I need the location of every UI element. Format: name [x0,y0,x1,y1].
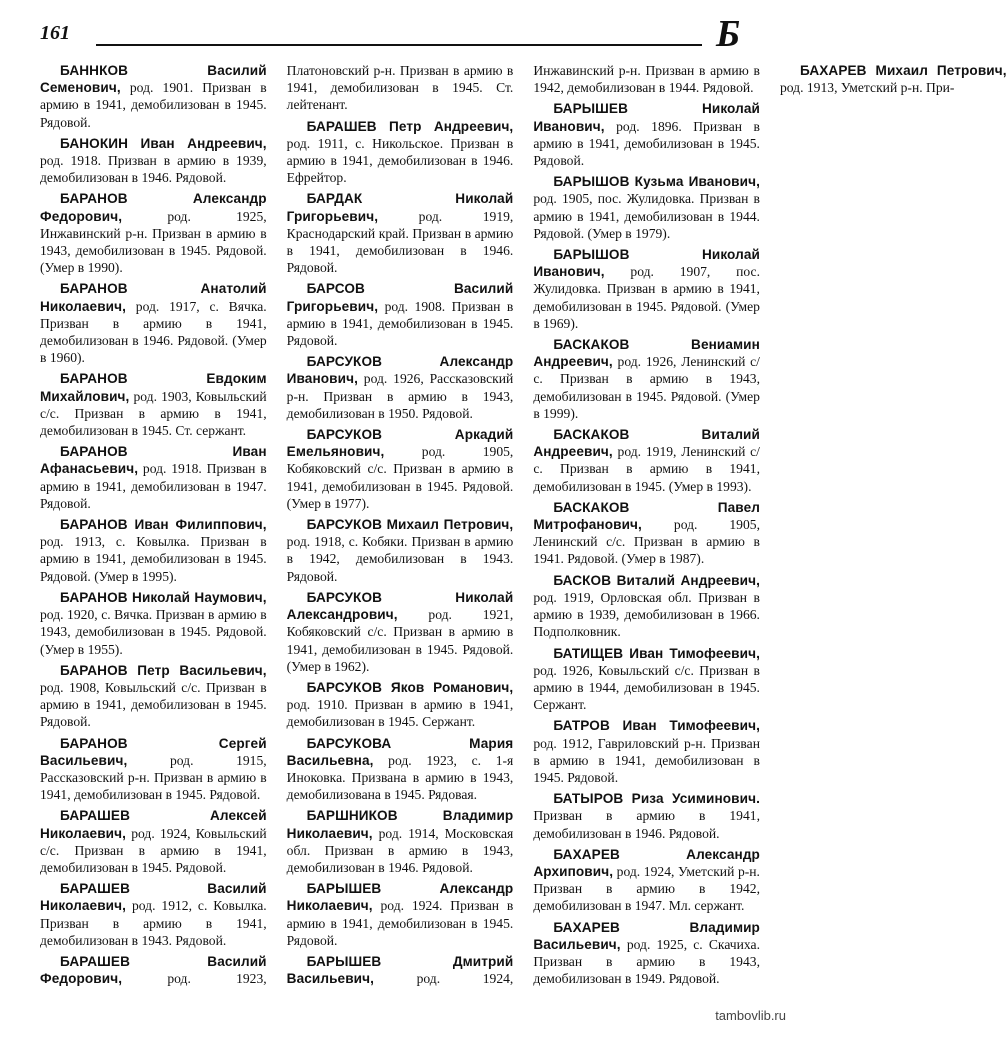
list-item [533,919,760,988]
list-item [287,679,514,731]
entry-name: БАРЫШЕВ Николай Иванович, [533,101,760,134]
entry-text: род. 1924. Призван в армию в 1941, демобилизован в 1945. Рядовой. [286,898,514,948]
entry-name: БАРСУКОВ Александр Иванович, [286,354,514,387]
list-item [40,190,267,276]
list-item [533,572,760,641]
entry-text: род. 1918. Призван в армию в 1941, демобилизован в 1947. Рядовой. [40,461,267,511]
entry-name: БАРАНОВ Иван Филиппович, [60,517,267,533]
entry-text: род. 1921, Кобяковский с/с. Призван в армию в 1941, демобилизован в 1945. Рядовой. (Умер в 1962). [286,607,514,674]
list-item [533,246,760,332]
section-letter: Б [716,13,741,55]
entry-text: род. 1912, с. Ковылка. Призван в армию в 1941, демобилизован в 1943. Рядовой. [40,898,267,948]
entry-text: род. 1907, пос. Жулидовка. Призван в армию в 1941, демобилизован в 1945. Рядовой. (Умер в 1969). [533,264,760,331]
list-item [40,735,267,804]
entry-text: род. 1926, Ленинский с/с. Призван в армию в 1943, демобилизован в 1945. Рядовой. (Умер в 1999). [533,354,760,421]
entry-name: БАННКОВ Василий Семенович, [40,63,267,96]
list-item [40,662,267,731]
list-item [287,880,514,949]
entry-text: род. 1919, Краснодарский край. Призван в армию в 1941, демобилизован в 1946. Рядовой. [286,208,514,276]
list-item [780,62,1007,96]
entry-text: род. 1918, с. Кобяки. Призван в армию в 1942, демобилизован в 1943. Рядовой. [286,534,514,584]
entry-name: БАРАШЕВ Алексей Николаевич, [40,808,267,841]
entries-columns [40,62,1007,992]
list-item [533,846,760,915]
page-header [0,0,800,62]
entry-name: БАРСУКОВА Мария Васильевна, [286,735,514,768]
entry-text: род. 1913, с. Ковылка. Призван в армию в 1941, демобилизован в 1945. Рядовой. (Умер в 1995). [40,534,267,584]
entry-name: БАРСУКОВ Яков Романович, [306,679,514,695]
header-rule [96,44,702,46]
entry-name: БАСКОВ Виталий Андреевич, [553,572,760,588]
entry-name: БАРЫШЕВ Александр Николаевич, [286,881,514,914]
entry-text: род. 1905, пос. Жулидовка. Призван в армию в 1941, демобилизован в 1944. Рядовой. (Умер в 1979). [533,191,760,241]
entry-name: БАРАНОВ Петр Васильевич, [60,662,267,678]
entry-text: род. 1905, Ленинский с/с. Призван в армию в 1941. Рядовой. (Умер в 1987). [533,517,760,567]
entry-text: род. 1910. Призван в армию в 1941, демобилизован в 1945. Сержант. [286,697,514,730]
list-item [287,426,514,512]
list-item [40,62,267,131]
entry-name: БАРАШЕВ Петр Андреевич, [306,118,514,134]
entry-text: Призван в армию в 1941, демобилизован в 1946. Рядовой. [533,808,760,841]
entry-name: БАРЫШОВ Николай Иванович, [533,247,760,280]
list-item [40,516,267,585]
entry-text: род. 1924, Инжавинский р-н. Призван в армию в 1942, демобилизован в 1944. Рядовой. [374,63,760,987]
list-item [40,135,267,187]
list-item [40,370,267,439]
entry-text: род. 1925, с. Скачиха. Призван в армию в 1943, демобилизован в 1949. Рядовой. [533,936,760,987]
entry-name: БАРАНОВ Николай Наумович, [60,589,267,605]
list-item [287,353,514,422]
entry-text: род. 1914, Московская обл. Призван в армию в 1943, демобилизован в 1946. Рядовой. [286,825,514,875]
entry-text: род. 1912, Гавриловский р-н. Призван в армию в 1941, демобилизован в 1945. Рядовой. [533,735,760,785]
list-item [287,190,514,276]
list-item [287,735,514,804]
entry-text: род. 1923, Платоновский р-н. Призван в армию в 1941, демобилизован в 1945. Ст. лейтенант. [122,63,514,987]
entry-text: род. 1917, с. Вячка. Призван в армию в 1941, демобилизован в 1946. Рядовой. (Умер в 1960). [40,298,267,366]
entry-name: БАХАРЕВ Владимир Васильевич, [533,919,760,952]
entry-text: род. 1913, Уметский р-н. При- [779,80,955,96]
list-item [40,807,267,876]
entry-text: род. 1915, Рассказовский р-н. Призван в армию в 1941, демобилизован в 1945. Рядовой. [40,752,267,803]
entry-name: БАХАРЕВ Александр Архипович, [533,846,760,879]
entry-text: род. 1920, с. Вячка. Призван в армию в 1943, демобилизован в 1945. Рядовой. (Умер в 1955). [40,607,267,657]
entry-name: БАРАШЕВ Василий Федорович, [40,953,267,987]
entry-name: БАРАШЕВ Василий Николаевич, [40,881,267,914]
list-item [287,516,514,585]
list-item [533,499,760,568]
entry-name: БАРСУКОВ Николай Александрович, [286,589,514,623]
entry-name: БАРДАК Николай Григорьевич, [286,191,514,224]
entry-name: БАРСОВ Василий Григорьевич, [286,281,514,314]
list-item [533,426,760,495]
watermark: tambovlib.ru [715,1008,786,1023]
list-item [287,118,514,187]
entry-text: род. 1905, Кобяковский с/с. Призван в армию в 1941, демобилизован в 1945. Рядовой. (Умер в 1977). [286,444,514,511]
entry-name: БАРСУКОВ Аркадий Емельянович, [286,427,514,460]
entry-text: род. 1925, Инжавинский р-н. Призван в армию в 1943, демобилизован в 1945. Рядовой. (Умер в 1990). [40,208,267,276]
list-item [533,645,760,714]
list-item [533,717,760,786]
list-item [40,280,267,366]
list-item [533,100,760,169]
entry-name: БАТИЩЕВ Иван Тимофеевич, [553,645,760,661]
entry-text: род. 1924, Уметский р-н. Призван в армию в 1942, демобилизован в 1947. Мл. сержант. [533,863,760,914]
entry-text: род. 1926, Ковыльский с/с. Призван в армию в 1944, демобилизован в 1945. Сержант. [533,662,760,713]
entry-name: БАХАРЕВ Михаил Петрович, [799,63,1007,78]
entry-text: род. 1923, с. 1-я Иноковка. Призвана в армию в 1943, демобилизована в 1945. Рядовая. [286,752,514,803]
entry-name: БАРАНОВ Евдоким Михайлович, [40,371,267,404]
list-item [287,280,514,349]
entry-text: род. 1908. Призван в армию в 1941, демобилизован в 1945. Рядовой. [286,298,514,349]
list-item [533,336,760,422]
entry-name: БАНОКИН Иван Андреевич, [60,135,267,151]
entry-name: БАСКАКОВ Вениамин Андреевич, [533,337,760,370]
entry-text: род. 1919, Ленинский с/с. Призван в армию в 1941, демобилизован в 1945. (Умер в 1993). [533,444,760,494]
entry-text: род. 1924, Ковыльский с/с. Призван в армию в 1941, демобилизован в 1945. Рядовой. [40,825,267,875]
list-item [287,589,514,675]
page-number: 161 [40,22,70,44]
entry-name: БАТРОВ Иван Тимофеевич, [553,718,760,734]
entry-text: род. 1919, Орловская обл. Призван в армию в 1939, демобилизован в 1966. Подполковник. [533,589,760,640]
entry-text: род. 1901. Призван в армию в 1941, демобилизован в 1945. Рядовой. [40,80,267,130]
entry-text: род. 1908, Ковыльский с/с. Призван в армию в 1941, демобилизован в 1945. Рядовой. [40,679,267,730]
entry-name: БАРЫШОВ Кузьма Иванович, [553,174,760,190]
entry-text: род. 1918. Призван в армию в 1939, демобилизован в 1946. Рядовой. [40,153,267,186]
entry-text: род. 1911, с. Никольское. Призван в армию в 1941, демобилизован в 1946. Ефрейтор. [286,135,514,186]
entry-name: БАРАНОВ Александр Федорович, [40,191,267,224]
entry-name: БАСКАКОВ Павел Митрофанович, [533,499,760,533]
entry-name: БАТЫРОВ Риза Усиминович. [553,791,760,807]
entry-name: БАРЫШЕВ Дмитрий Васильевич, [286,953,514,987]
list-item [40,589,267,658]
entry-name: БАРАНОВ Анатолий Николаевич, [40,281,267,314]
list-item [40,880,267,949]
entry-name: БАСКАКОВ Виталий Андреевич, [533,427,760,460]
list-item [533,790,760,842]
entry-text: род. 1903, Ковыльский с/с. Призван в армию в 1941, демобилизован в 1945. Ст. сержант. [40,388,267,439]
entry-name: БАРАНОВ Иван Афанасьевич, [40,444,267,477]
list-item [533,173,760,242]
entry-text: род. 1926, Рассказовский р-н. Призван в армию в 1943, демобилизован в 1950. Рядовой. [286,371,514,421]
entry-text: род. 1896. Призван в армию в 1941, демобилизован в 1945. Рядовой. [533,118,760,169]
list-item [287,807,514,876]
list-item [40,443,267,512]
entry-name: БАРАНОВ Сергей Васильевич, [40,735,267,768]
entry-name: БАРШНИКОВ Владимир Николаевич, [286,808,514,841]
entry-name: БАРСУКОВ Михаил Петрович, [306,517,514,533]
